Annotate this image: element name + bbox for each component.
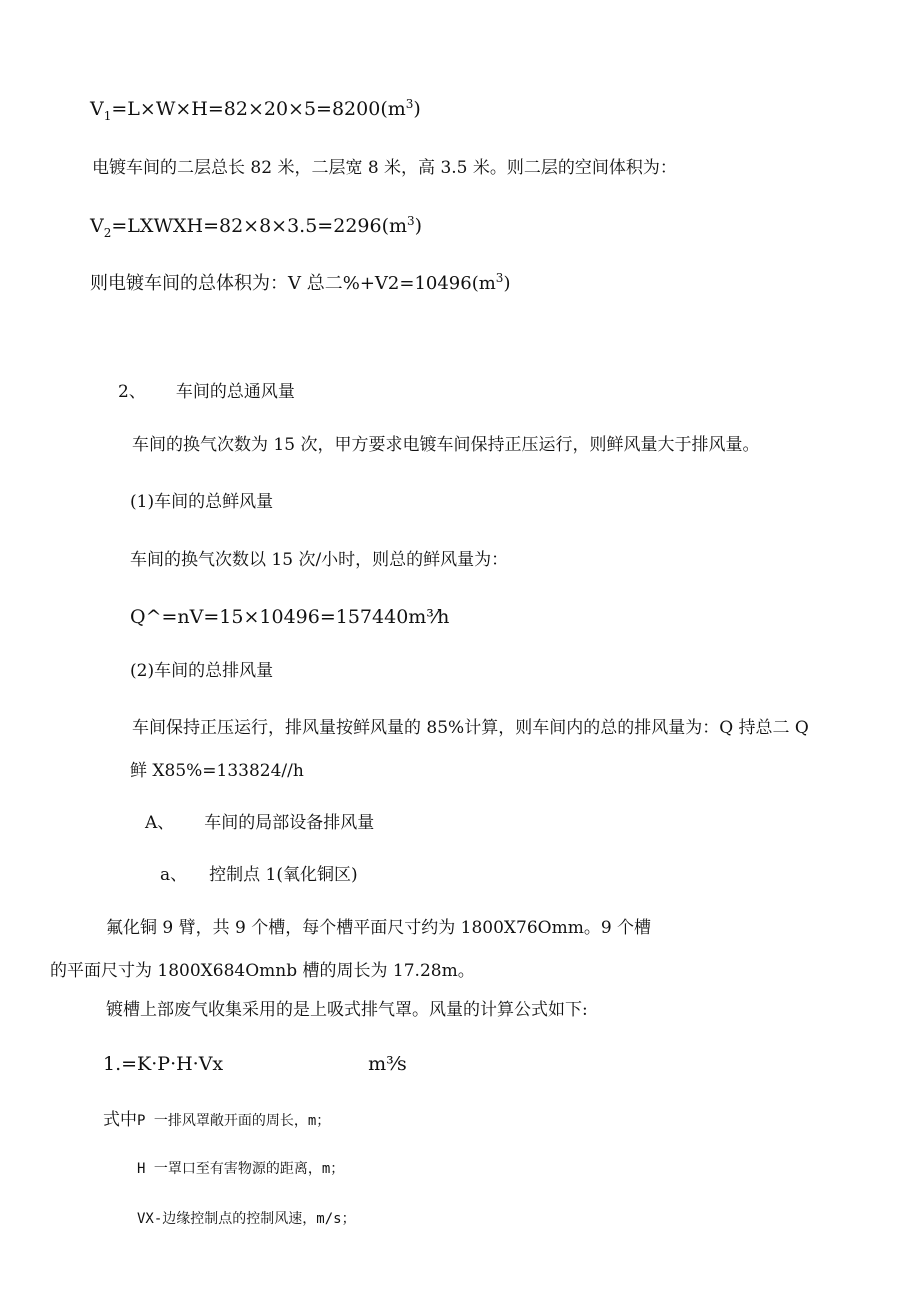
exhaust-paragraph-line-1: 车间保持正压运行，排风量按鲜风量的 85%计算，则车间内的总的排风量为：Q 持总二 Q — [132, 718, 809, 738]
hood-paragraph: 镀槽上部废气收集采用的是上吸式排气罩。风量的计算公式如下: — [106, 1000, 588, 1020]
tank-paragraph-line-1: 氟化铜 9 臂，共 9 个槽，每个槽平面尺寸约为 1800X76Omm。9 个槽 — [106, 918, 652, 938]
airflow-formula-expression: 1.=K·P·H·Vx — [103, 1053, 224, 1075]
tank-paragraph-line-2: 的平面尺寸为 1800X684Omnb 槽的周长为 17.28m。 — [50, 961, 475, 981]
section-2-number: 2、 — [118, 382, 146, 402]
v2-formula — [90, 214, 423, 240]
subsection-1-title: (1)车间的总鲜风量 — [130, 492, 274, 512]
v1-expression: =L×W×H=82×20×5=8200(m — [111, 98, 406, 120]
total-volume-text: 则电镀车间的总体积为：V 总二%+V2=10496(m — [90, 273, 496, 294]
v1-subscript: 1 — [103, 109, 112, 123]
v1-close: ) — [413, 98, 421, 120]
airflow-formula — [103, 1055, 407, 1074]
control-point-heading — [160, 867, 358, 884]
v1-superscript: 3 — [405, 97, 414, 111]
definition-vx: VX-边缘控制点的控制风速，m/s； — [137, 1211, 356, 1227]
v1-symbol: V — [90, 98, 104, 120]
control-point-number: a、 — [160, 865, 188, 885]
section-a-title: 车间的局部设备排风量 — [204, 813, 375, 833]
v2-expression: =LXWXH=82×8×3.5=2296(m — [111, 215, 408, 237]
v2-symbol: V — [90, 215, 104, 237]
section-2-heading — [118, 384, 295, 401]
v2-close: ) — [414, 215, 423, 237]
v1-formula — [90, 97, 421, 123]
section-2-title: 车间的总通风量 — [175, 382, 295, 402]
section-a-heading — [145, 815, 374, 832]
air-change-paragraph: 车间的换气次数为 15 次，甲方要求电镀车间保持正压运行，则鲜风量大于排风量。 — [132, 435, 760, 455]
total-volume-superscript: 3 — [495, 271, 504, 285]
subsection-1-text: 车间的换气次数以 15 次/小时，则总的鲜风量为： — [130, 550, 509, 570]
second-floor-paragraph: 电镀车间的二层总长 82 米，二层宽 8 米，高 3.5 米。则二层的空间体积为： — [92, 158, 677, 178]
definition-h: H 一罩口至有害物源的距离，m； — [137, 1161, 345, 1177]
total-volume-line — [90, 271, 511, 294]
subsection-2-title: (2)车间的总排风量 — [130, 661, 274, 681]
control-point-title: 控制点 1(氧化铜区) — [209, 865, 358, 885]
definition-p-text: P 一排风罩敞开面的周长，m； — [137, 1113, 331, 1129]
v2-subscript: 2 — [103, 226, 112, 240]
fresh-air-formula: Q^=nV=15×10496=157440m³⁄h — [130, 606, 450, 628]
total-volume-close: ) — [503, 273, 511, 294]
airflow-formula-unit: m³⁄s — [368, 1053, 407, 1075]
section-a-number: A、 — [145, 813, 175, 833]
exhaust-paragraph-line-2: 鲜 X85%=133824//h — [130, 761, 304, 781]
definition-p — [103, 1112, 330, 1129]
definition-lead: 式中 — [103, 1110, 137, 1130]
v2-superscript: 3 — [407, 214, 415, 228]
